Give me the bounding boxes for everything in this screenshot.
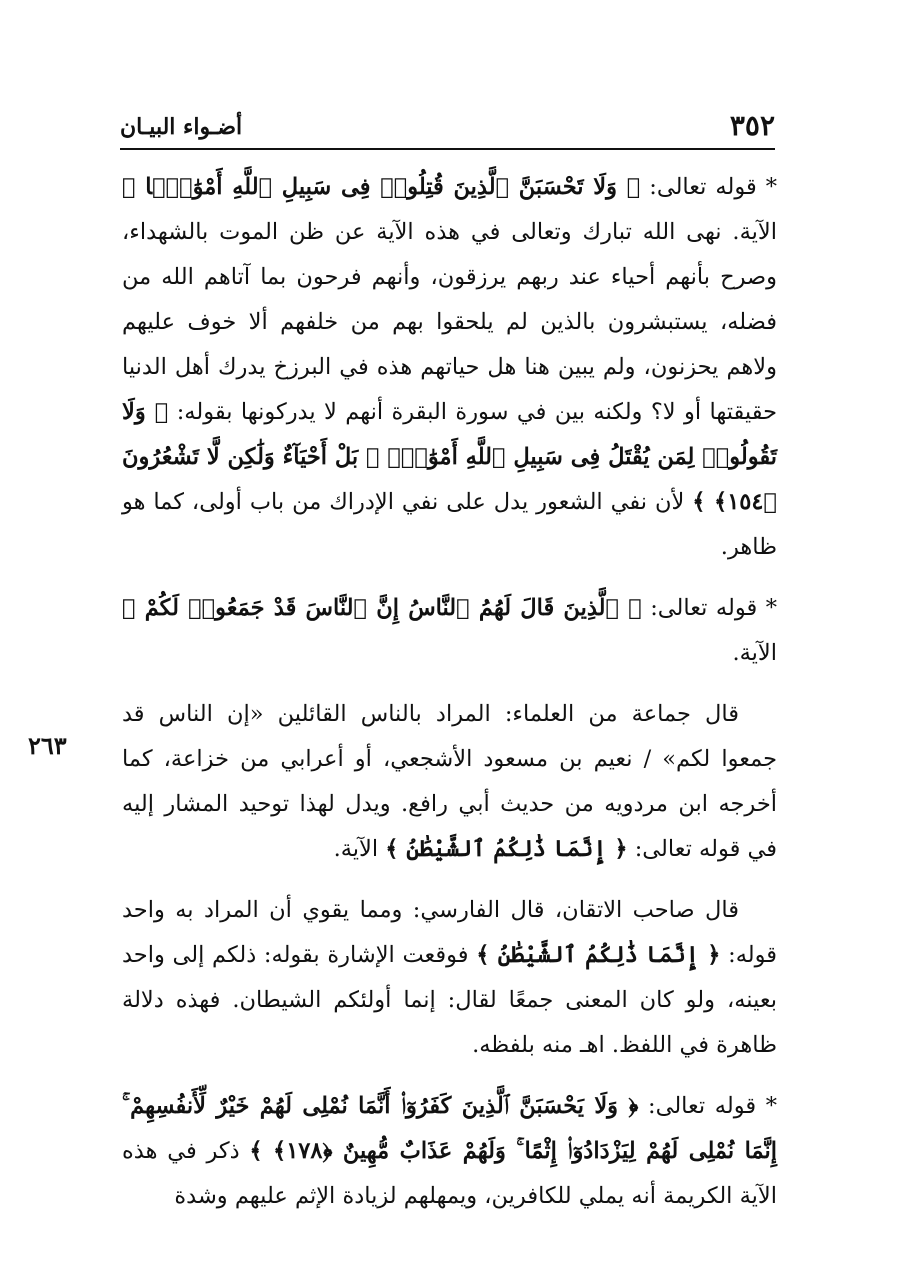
commentary-text: لأن نفي الشعور يدل على نفي الإدراك من باب أولى، كما هو ظاهر.	[122, 489, 777, 560]
quran-verse: ﴿ وَلَا تَحْسَبَنَّ ٱلَّذِينَ قُتِلُوا۟ فِى سَبِيلِ ٱللَّهِ أَمْوَٰتًۢا ﴾	[122, 174, 641, 200]
commentary-text: قال صاحب الاتقان، قال الفارسي: ومما يقوي أن المراد به واحد قوله:	[122, 897, 777, 968]
quran-verse-baqarah: ﴿ وَلَا تَقُولُوا۟ لِمَن يُقْتَلُ فِى سَبِيلِ ٱللَّهِ أَمْوَٰتٌۢ ۚ بَلْ أَحْيَآءٌ وَلَٰكِن لَّا تَشْعُرُونَ ﴿١٥٤﴾ ﴾	[122, 399, 777, 515]
commentary-text: الآية.	[333, 836, 386, 862]
body-text	[122, 165, 777, 1219]
verse-intro: * قوله تعالى:	[638, 1093, 778, 1119]
commentary-text: الآية.	[732, 640, 777, 666]
paragraph-scholars-opinion	[122, 692, 777, 872]
quran-verse: ﴿ وَلَا يَحْسَبَنَّ ٱلَّذِينَ كَفَرُوٓا۟ أَنَّمَا نُمْلِى لَهُمْ خَيْرٌ لِّأَنفُسِهِمْ ۚ إِنَّمَا نُمْلِى لَهُمْ لِيَزْدَادُوٓا۟ إِثْمًا ۚ وَلَهُمْ عَذَابٌ مُّهِينٌ ﴿١٧٨﴾ ﴾	[122, 1093, 778, 1164]
paragraph-disbelievers-verse	[122, 1084, 777, 1219]
paragraph-itqan-quote	[122, 888, 777, 1068]
quran-verse: ﴿ ٱلَّذِينَ قَالَ لَهُمُ ٱلنَّاسُ إِنَّ ٱلنَّاسَ قَدْ جَمَعُوا۟ لَكُمْ ﴾	[122, 595, 642, 621]
paragraph-people-gathered-verse	[122, 586, 777, 676]
quran-verse: ﴿ إِنَّمَا ذَٰلِكُمُ ٱلشَّيْطَٰنُ ﴾	[385, 836, 628, 862]
margin-page-reference: ٢٦٣	[28, 731, 67, 760]
page-header	[120, 108, 775, 150]
commentary-text: ذكر في هذه الآية الكريمة أنه يملي للكافرين، ويمهلهم لزيادة الإثم عليهم وشدة	[122, 1138, 777, 1209]
verse-intro: * قوله تعالى:	[640, 174, 778, 200]
commentary-text: قال جماعة من العلماء: المراد بالناس القائلين «إن الناس قد جمعوا لكم» / نعيم بن مسعود الأشجعي، أو أعرابي من خزاعة، كما أخرجه ابن مردويه من حديث أبي رافع. ويدل لهذا توحيد المشار إليه في قوله تعالى:	[122, 701, 777, 862]
verse-intro: * قوله تعالى:	[641, 595, 777, 621]
commentary-text: فوقعت الإشارة بقوله: ذلكم إلى واحد بعينه، ولو كان المعنى جمعًا لقال: إنما أولئكم الشيطان. فهذه دلالة ظاهرة في اللفظ. اهـ منه بلفظه.	[122, 942, 777, 1058]
paragraph-martyrs-verse	[122, 165, 777, 570]
running-title: أضـواء البيـان	[120, 114, 243, 140]
quran-verse: ﴿ إِنَّمَا ذَٰلِكُمُ ٱلشَّيْطَٰنُ ﴾	[476, 942, 721, 968]
page-number: ٣٥٢	[729, 109, 775, 142]
commentary-text: الآية. نهى الله تبارك وتعالى في هذه الآية عن ظن الموت بالشهداء، وصرح بأنهم أحياء عند ربهم يرزقون، وأنهم فرحون بما آتاهم الله من فضله، يستبشرون بالذين لم يلحقوا بهم من خلفهم ألا خوف عليهم ولاهم يحزنون، ولم يبين هنا هل حياتهم هذه في البرزخ يدرك أهل الدنيا حقيقتها أو لا؟ ولكنه بين في سورة البقرة أنهم لا يدركونها بقوله:	[122, 219, 777, 425]
